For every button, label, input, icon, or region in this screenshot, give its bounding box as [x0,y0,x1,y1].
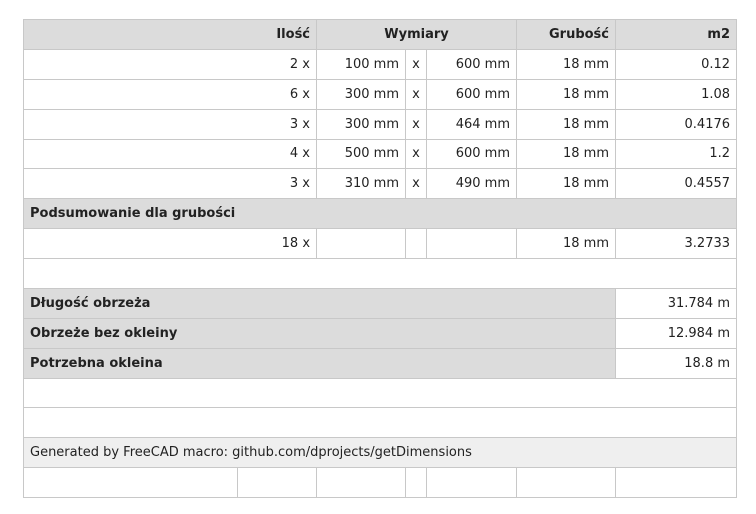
edge-no-veneer-value: 12.984 m [616,318,737,348]
generated-by-text: Generated by FreeCAD macro: github.com/dprojects/getDimensions [24,438,737,468]
row-area: 0.4557 [616,169,737,199]
header-dimensions: Wymiary [317,20,517,50]
dimensions-sheet [23,19,737,498]
row-times: x [406,109,427,139]
blank-row [24,468,737,498]
empty-cell [24,468,238,498]
summary-area: 3.2733 [616,229,737,259]
header-thickness: Grubość [517,20,616,50]
header-qty: Ilość [24,20,317,50]
row-width: 500 mm [317,139,406,169]
edge-needed-value: 18.8 m [616,348,737,378]
blank-row [24,408,737,438]
row-times: x [406,79,427,109]
row-thickness: 18 mm [517,169,616,199]
empty-cell [24,259,737,289]
table-row [24,79,737,109]
summary-row [24,229,737,259]
table-row [24,169,737,199]
row-height: 600 mm [427,79,517,109]
row-qty: 6 x [24,79,317,109]
table-row [24,109,737,139]
row-qty: 4 x [24,139,317,169]
table-row [24,139,737,169]
empty-cell [406,229,427,259]
header-row [24,20,737,50]
summary-header-row [24,199,737,229]
row-height: 490 mm [427,169,517,199]
row-thickness: 18 mm [517,79,616,109]
row-thickness: 18 mm [517,139,616,169]
row-times: x [406,49,427,79]
row-height: 600 mm [427,49,517,79]
row-area: 0.12 [616,49,737,79]
blank-row [24,259,737,289]
row-times: x [406,139,427,169]
footer-row [24,438,737,468]
row-qty: 3 x [24,169,317,199]
row-thickness: 18 mm [517,109,616,139]
empty-cell [427,468,517,498]
summary-qty: 18 x [24,229,317,259]
empty-cell [406,468,427,498]
empty-cell [427,229,517,259]
edge-needed-row [24,348,737,378]
edge-no-veneer-row [24,318,737,348]
row-height: 600 mm [427,139,517,169]
empty-cell [238,468,317,498]
summary-title: Podsumowanie dla grubości [24,199,737,229]
empty-cell [24,408,737,438]
row-area: 1.2 [616,139,737,169]
row-qty: 2 x [24,49,317,79]
blank-row [24,378,737,408]
edge-length-row [24,288,737,318]
summary-thickness: 18 mm [517,229,616,259]
table-row [24,49,737,79]
row-area: 0.4176 [616,109,737,139]
row-qty: 3 x [24,109,317,139]
row-width: 300 mm [317,109,406,139]
empty-cell [616,468,737,498]
empty-cell [24,378,737,408]
edge-length-value: 31.784 m [616,288,737,318]
empty-cell [317,468,406,498]
row-height: 464 mm [427,109,517,139]
row-thickness: 18 mm [517,49,616,79]
row-area: 1.08 [616,79,737,109]
row-width: 300 mm [317,79,406,109]
edge-no-veneer-label: Obrzeże bez okleiny [24,318,616,348]
row-width: 310 mm [317,169,406,199]
empty-cell [317,229,406,259]
row-width: 100 mm [317,49,406,79]
header-area: m2 [616,20,737,50]
edge-length-label: Długość obrzeża [24,288,616,318]
row-times: x [406,169,427,199]
empty-cell [517,468,616,498]
edge-needed-label: Potrzebna okleina [24,348,616,378]
